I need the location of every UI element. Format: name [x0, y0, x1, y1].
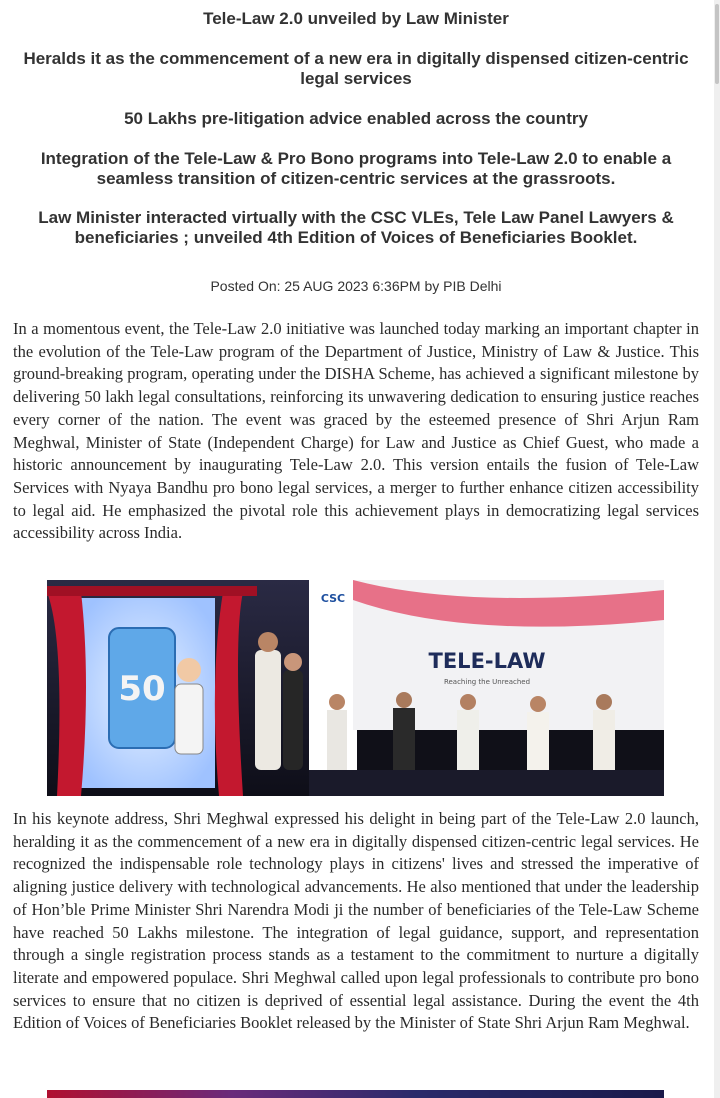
person-head — [460, 694, 476, 710]
headline-integration: Integration of the Tele-Law & Pro Bono programs into Tele-Law 2.0 to enable a seamless transition of citizen-centric services at the grassroots. — [40, 149, 672, 188]
person-head — [329, 694, 345, 710]
stage-floor — [309, 770, 664, 796]
person-head — [396, 692, 412, 708]
second-photo-top — [47, 1090, 664, 1098]
headline-heralds: Heralds it as the commencement of a new era in digitally dispensed citizen-centric legal services — [23, 49, 689, 88]
csc-logo: CSC — [320, 592, 346, 605]
event-photo-illustration — [47, 580, 664, 796]
person — [393, 708, 415, 770]
scrollbar[interactable] — [714, 0, 720, 1098]
person — [527, 712, 549, 770]
person-head — [596, 694, 612, 710]
scrollbar-thumb[interactable] — [715, 4, 719, 84]
banner-subtitle: Reaching the Unreached — [443, 678, 531, 686]
screen-number: 50 — [118, 669, 166, 709]
attendee-head — [284, 653, 302, 671]
curtain-valance — [47, 586, 257, 596]
attendee-figure — [283, 670, 303, 770]
person-head — [530, 696, 546, 712]
headline-50-lakhs: 50 Lakhs pre-litigation advice enabled across the country — [124, 109, 588, 128]
minister-head — [258, 632, 278, 652]
posted-on: Posted On: 25 AUG 2023 6:36PM by PIB Delhi — [210, 278, 502, 294]
screen-figure-head — [177, 658, 201, 682]
headline-title: Tele-Law 2.0 unveiled by Law Minister — [203, 9, 509, 28]
person — [457, 710, 479, 770]
body-paragraph-2: In his keynote address, Shri Meghwal expressed his delight in being part of the Tele-Law 2.0 launch, heralding it as the commencement of a new era in digitally dispensed citizen-centric legal services. He recognized the indispensable role technology plays in citizens' lives and stressed the imperative of aligning justice delivery with technological advancements. He also mentioned that under the leadership of Hon’ble Prime Minister Shri Narendra Modi ji the number of beneficiaries of the Tele-Law Scheme have reached 50 Lakhs milestone. The integration of legal guidance, support, and representation through a single registration process stands as a testament to the commitment to nurture a digitally literate and empowered populace. Shri Meghwal called upon legal professionals to contribute pro bono services to ensure that no citizen is deprived of essential legal assistance. During the event the 4th Edition of Voices of Beneficiaries Booklet released by the Minister of State Shri Arjun Ram Meghwal. — [13, 809, 699, 1033]
body-paragraph-1: In a momentous event, the Tele-Law 2.0 initiative was launched today marking an important chapter in the evolution of the Tele-Law program of the Department of Justice, Ministry of Law & Justice. This ground-breaking program, operating under the DISHA Scheme, has achieved a significant milestone by delivering 50 lakh legal consultations, reinforcing its unwavering dedication to ensuring justice reaches every corner of the nation. The event was graced by the esteemed presence of Shri Arjun Ram Meghwal, Minister of State (Independent Charge) for Law and Justice as Chief Guest, who made a historic announcement by inaugurating Tele-Law 2.0. This version entails the fusion of Tele-Law Services with Nyaya Bandhu pro bono legal services, a merger to further enhance citizen accessibility to legal aid. He emphasized the pivotal role this achievement plays in democratizing legal services accessibility across India. — [13, 319, 699, 543]
headline-interaction: Law Minister interacted virtually with the CSC VLEs, Tele Law Panel Lawyers & beneficiaries ; unveiled 4th Edition of Voices of Beneficiaries Booklet. — [38, 208, 674, 247]
banner-title: TELE-LAW — [428, 649, 546, 673]
event-photo — [47, 580, 664, 796]
person — [327, 710, 347, 770]
minister-figure — [255, 650, 281, 770]
screen-figure-body — [175, 684, 203, 754]
person — [593, 710, 615, 770]
